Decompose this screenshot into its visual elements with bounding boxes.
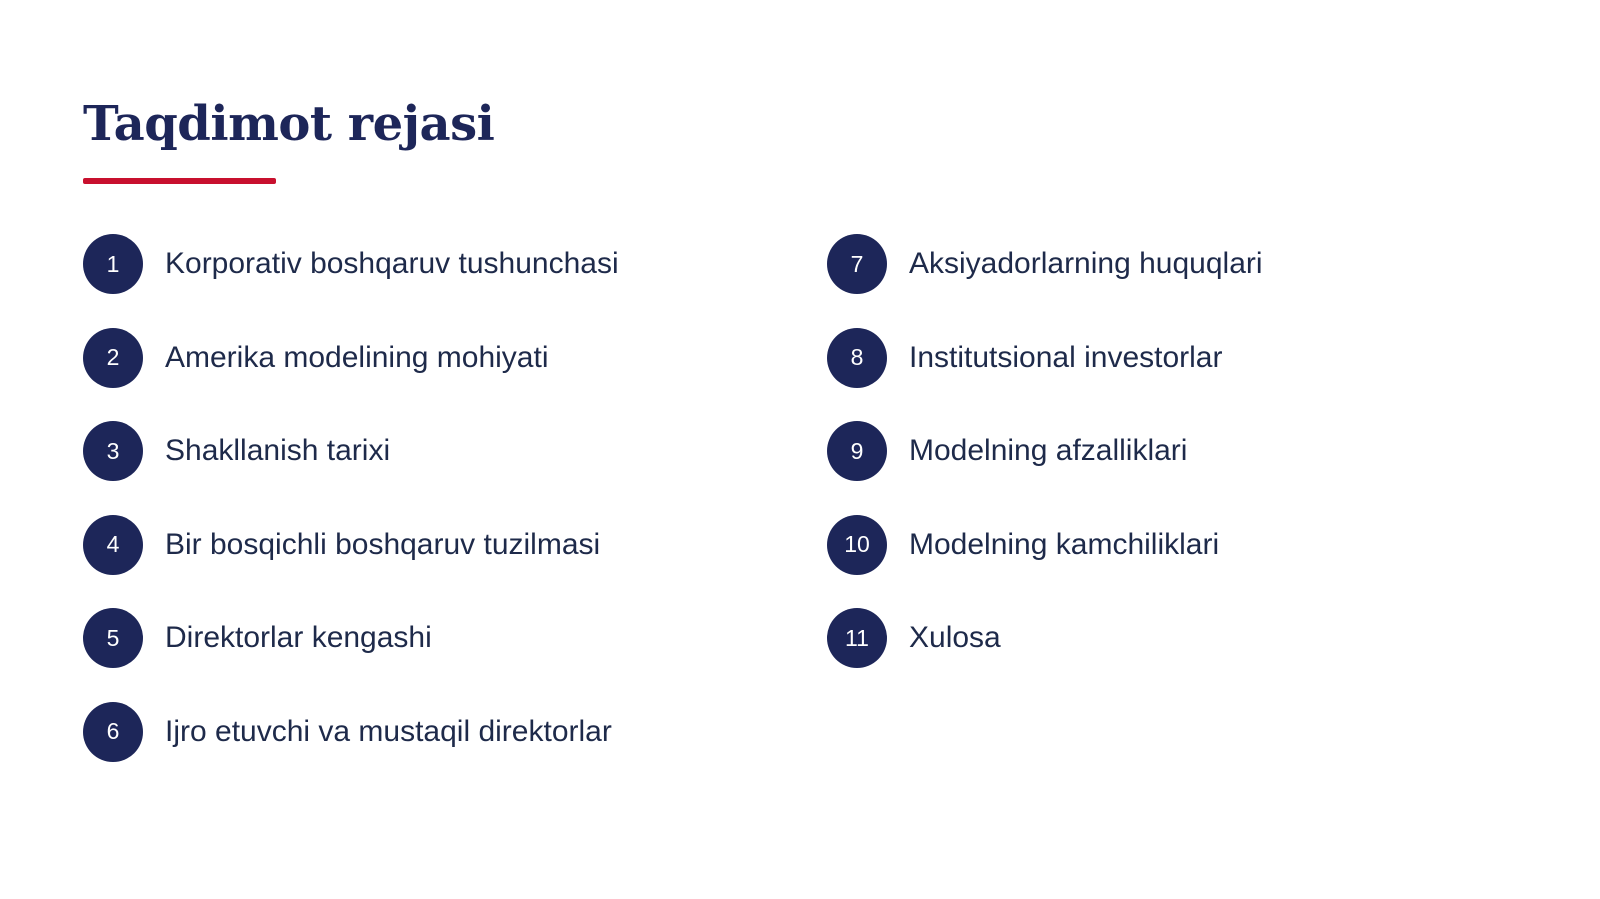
agenda-item (83, 515, 803, 575)
agenda-item (83, 608, 803, 668)
agenda-number-badge: 5 (83, 608, 143, 668)
agenda-item (827, 328, 1547, 388)
agenda-number-badge: 4 (83, 515, 143, 575)
agenda-item (83, 421, 803, 481)
agenda-number-badge: 11 (827, 608, 887, 668)
agenda-column-left (83, 234, 803, 795)
agenda-item-label: Institutsional investorlar (909, 340, 1223, 374)
agenda-number-badge: 7 (827, 234, 887, 294)
agenda-number-badge: 6 (83, 702, 143, 762)
agenda-item (827, 421, 1547, 481)
agenda-item-label: Amerika modelining mohiyati (165, 340, 549, 374)
agenda-item-label: Ijro etuvchi va mustaqil direktorlar (165, 714, 612, 748)
agenda-item-label: Bir bosqichli boshqaruv tuzilmasi (165, 527, 601, 561)
agenda-item (827, 515, 1547, 575)
agenda-number-badge: 2 (83, 328, 143, 388)
agenda-item (83, 328, 803, 388)
slide-title: Taqdimot rejasi (83, 96, 495, 152)
agenda-column-right (827, 234, 1547, 702)
agenda-number-badge: 10 (827, 515, 887, 575)
agenda-item (827, 234, 1547, 294)
agenda-number-badge: 8 (827, 328, 887, 388)
agenda-item-label: Shakllanish tarixi (165, 434, 391, 467)
agenda-item-label: Xulosa (909, 621, 1001, 654)
agenda-item-label: Direktorlar kengashi (165, 621, 432, 654)
agenda-item (83, 234, 803, 294)
agenda-item-label: Modelning afzalliklari (909, 434, 1188, 467)
agenda-item-label: Aksiyadorlarning huquqlari (909, 247, 1263, 280)
agenda-item (83, 702, 803, 762)
agenda-number-badge: 3 (83, 421, 143, 481)
agenda-item (827, 608, 1547, 668)
agenda-number-badge: 1 (83, 234, 143, 294)
agenda-item-label: Modelning kamchiliklari (909, 527, 1220, 561)
agenda-item-label: Korporativ boshqaruv tushunchasi (165, 247, 619, 280)
agenda-number-badge: 9 (827, 421, 887, 481)
